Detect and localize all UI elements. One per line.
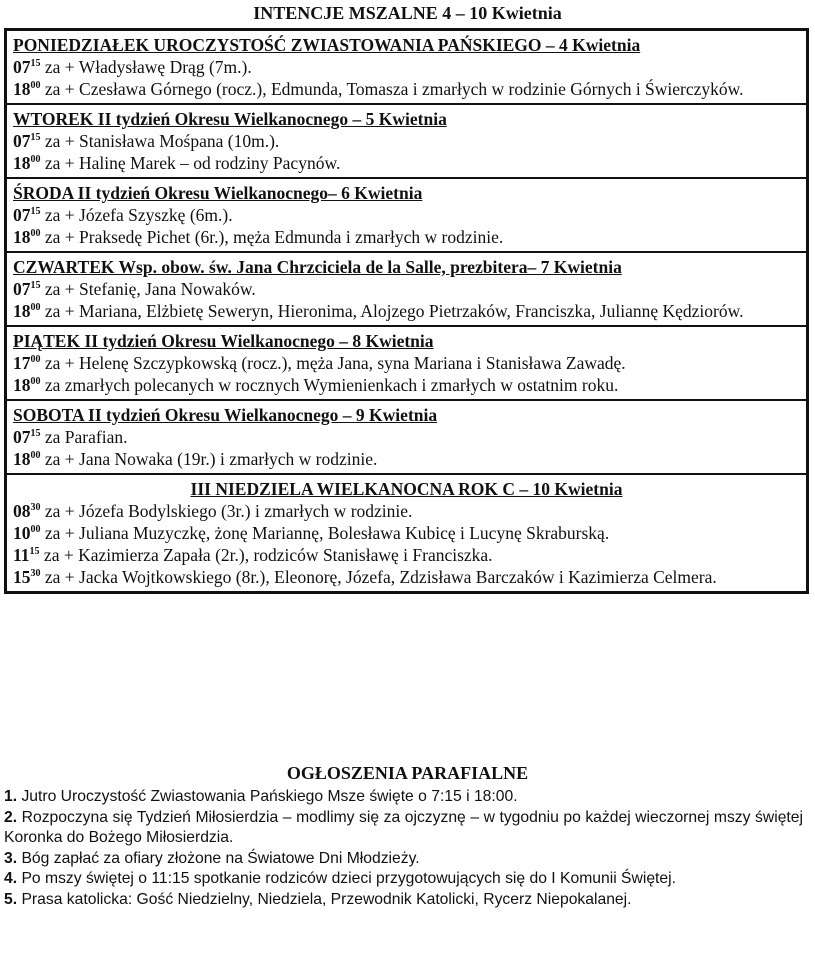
intention-text: za + Józefa Bodylskiego (3r.) i zmarłych w rodzinie.	[40, 501, 413, 521]
day-block	[7, 327, 806, 401]
announcement-item: 2. Rozpoczyna się Tydzień Miłosierdzia – modlimy się za ojczyznę – w tygodniu po każdej wieczornej mszy świętej Koronka do Bożego Miłosierdzia.	[4, 808, 803, 846]
day-block	[7, 253, 806, 327]
day-header: WTOREK II tydzień Okresu Wielkanocnego – 5 Kwietnia	[13, 109, 447, 129]
intention-text: za + Mariana, Elżbietę Seweryn, Hieronima, Alojzego Pietrzaków, Franciszka, Juliannę Kędziorów.	[40, 301, 744, 321]
intention-text: za + Juliana Muzyczkę, żonę Mariannę, Bolesława Kubicę i Lucynę Skraburską.	[40, 523, 610, 543]
intention-text: za + Halinę Marek – od rodziny Pacynów.	[40, 153, 341, 173]
intention-text: za + Helenę Szczypkowską (rocz.), męża Jana, syna Mariana i Stanisława Zawadę.	[40, 353, 626, 373]
intention-text: za + Kazimierza Zapała (2r.), rodziców Stanisławę i Franciszka.	[39, 545, 493, 565]
mass-entry	[13, 204, 800, 226]
mass-time: $18^{00}$	[13, 227, 41, 247]
mass-entry	[13, 226, 800, 248]
announcement-item: 1. Jutro Uroczystość Zwiastowania Pańskiego Msze święte o 7:15 i 18:00.	[4, 788, 518, 805]
day-block	[7, 179, 806, 253]
mass-time: $07^{15}$	[13, 279, 41, 299]
mass-time: $18^{00}$	[13, 79, 41, 99]
mass-time: $17^{00}$	[13, 353, 41, 373]
mass-time: $18^{00}$	[13, 301, 41, 321]
mass-time: $11^{15}$	[13, 545, 40, 565]
intention-text: za + Stefanię, Jana Nowaków.	[40, 279, 256, 299]
mass-entry	[13, 566, 800, 588]
mass-entry	[13, 544, 800, 566]
intention-text: za + Józefa Szyszkę (6m.).	[40, 205, 233, 225]
mass-time: $07^{15}$	[13, 427, 41, 447]
mass-entry	[13, 374, 800, 396]
intention-text: za zmarłych polecanych w rocznych Wymienienkach i zmarłych w ostatnim roku.	[40, 375, 619, 395]
mass-intentions-table	[4, 28, 809, 594]
mass-entry	[13, 278, 800, 300]
day-block	[7, 105, 806, 179]
mass-entry	[13, 500, 800, 522]
intention-text: za + Jana Nowaka (19r.) i zmarłych w rodzinie.	[40, 449, 378, 469]
mass-time: $10^{00}$	[13, 523, 41, 543]
day-header: PIĄTEK II tydzień Okresu Wielkanocnego – 8 Kwietnia	[13, 331, 434, 351]
intention-text: za Parafian.	[40, 427, 128, 447]
mass-entry	[13, 56, 800, 78]
day-block	[7, 475, 806, 591]
announcements-title: OGŁOSZENIA PARAFIALNE	[286, 763, 529, 783]
mass-entry	[13, 352, 800, 374]
day-header: SOBOTA II tydzień Okresu Wielkanocnego – 9 Kwietnia	[13, 405, 438, 425]
day-header: CZWARTEK Wsp. obow. św. Jana Chrzciciela de la Salle, prezbitera– 7 Kwietnia	[13, 257, 622, 277]
day-block	[7, 401, 806, 475]
mass-entry	[13, 152, 800, 174]
day-header: PONIEDZIAŁEK UROCZYSTOŚĆ ZWIASTOWANIA PAŃSKIEGO – 4 Kwietnia	[13, 35, 641, 55]
mass-time: $15^{30}$	[13, 567, 41, 587]
mass-time: $18^{00}$	[13, 449, 41, 469]
mass-time: $18^{00}$	[13, 375, 41, 395]
mass-entry	[13, 426, 800, 448]
mass-time: $08^{30}$	[13, 501, 41, 521]
mass-entry	[13, 130, 800, 152]
mass-entry	[13, 300, 800, 322]
intention-text: za + Władysławę Drąg (7m.).	[40, 57, 252, 77]
intention-text: za + Czesława Górnego (rocz.), Edmunda, Tomasza i zmarłych w rodzinie Górnych i Świerczyków.	[40, 79, 744, 99]
intention-text: za + Praksedę Pichet (6r.), męża Edmunda i zmarłych w rodzinie.	[40, 227, 504, 247]
intention-text: za + Stanisława Mośpana (10m.).	[40, 131, 280, 151]
announcement-item: 3. Bóg zapłać za ofiary złożone na Światowe Dni Młodzieży.	[4, 849, 420, 867]
announcements-list	[4, 787, 803, 910]
mass-entry	[13, 522, 800, 544]
page-title: INTENCJE MSZALNE 4 – 10 Kwietnia	[253, 3, 562, 23]
mass-time: $07^{15}$	[13, 205, 41, 225]
day-header: ŚRODA II tydzień Okresu Wielkanocnego– 6 Kwietnia	[13, 183, 423, 203]
mass-entry	[13, 448, 800, 470]
mass-time: $07^{15}$	[13, 131, 41, 151]
day-block	[7, 31, 806, 105]
announcement-item: 5. Prasa katolicka: Gość Niedzielny, Niedziela, Przewodnik Katolicki, Rycerz Niepokalanej.	[4, 890, 632, 908]
mass-time: $07^{15}$	[13, 57, 41, 77]
announcement-item: 4. Po mszy świętej o 11:15 spotkanie rodziców dzieci przygotowujących się do I Komunii Świętej.	[4, 870, 676, 887]
day-header: III NIEDZIELA WIELKANOCNA ROK C – 10 Kwietnia	[190, 479, 623, 499]
intention-text: za + Jacka Wojtkowskiego (8r.), Eleonorę, Józefa, Zdzisława Barczaków i Kazimierza Celmera.	[40, 567, 717, 587]
mass-time: $18^{00}$	[13, 153, 41, 173]
mass-entry	[13, 78, 800, 100]
